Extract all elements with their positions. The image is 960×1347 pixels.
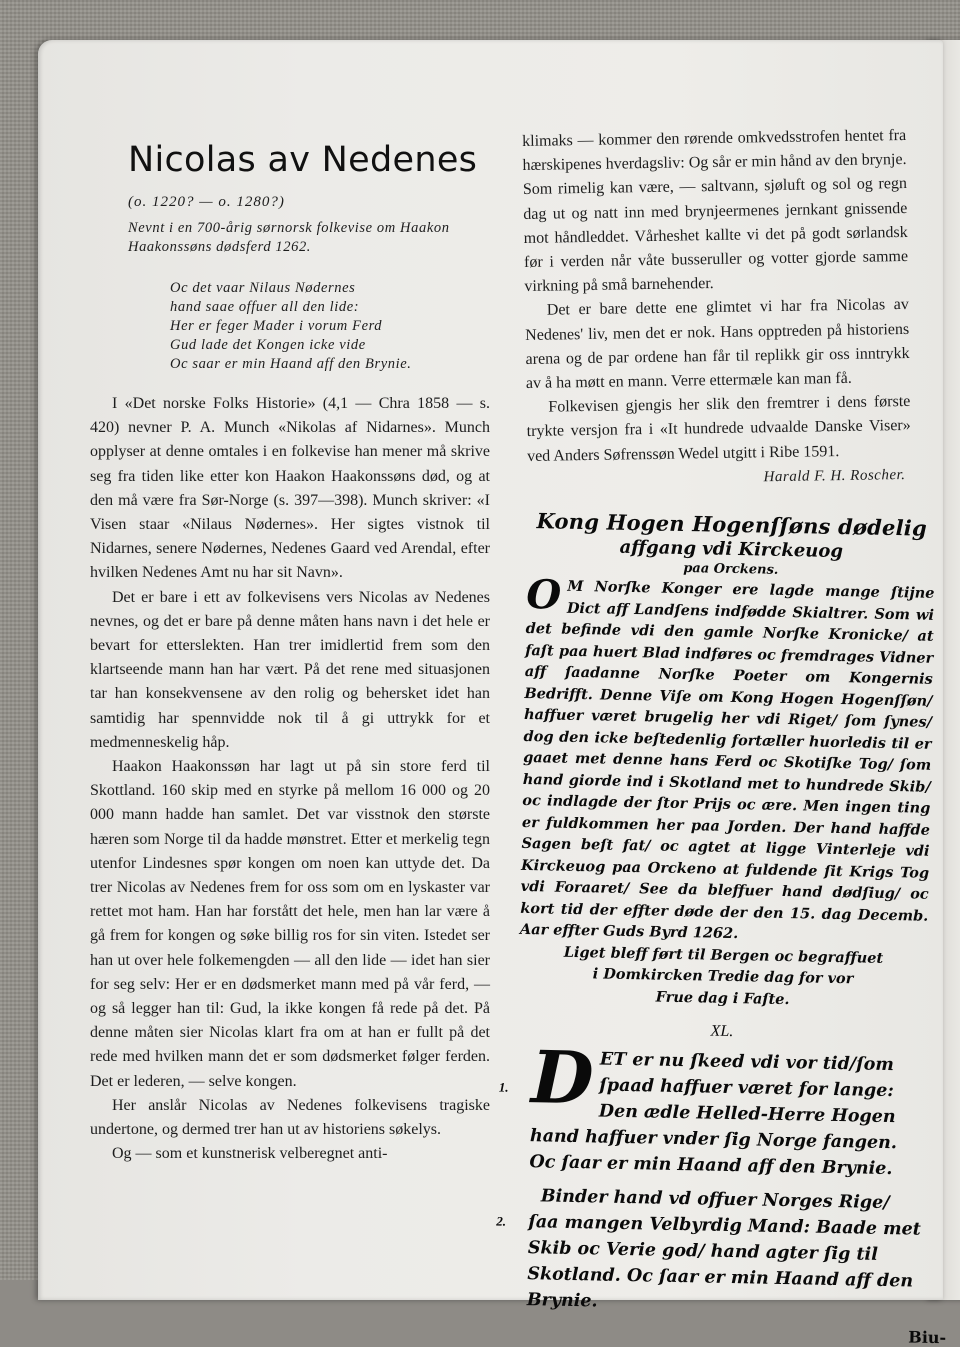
drop-cap: D xyxy=(530,1034,595,1121)
paragraph: Her anslår Nicolas av Nedenes folkevisens tragiske undertone, og dermed trer han ut av historiens søkelys. xyxy=(90,1096,490,1139)
fraktur-intro-line: Frue dag i Faſte. xyxy=(655,988,790,1008)
paragraph: Og — som et kunstnerisk velberegnet anti- xyxy=(112,1145,388,1163)
fraktur-place: paa Orckens. xyxy=(683,560,779,578)
section-number: XL. xyxy=(710,1022,734,1041)
fraktur-intro-line: i Domkircken Tredie dag for vor xyxy=(592,965,854,988)
paragraph: Det er bare i ett av folkevisens vers Nicolas av Nedenes nevnes, og det er bare på denne måten hans navn i det hele er bevart for etterslekten. Han trer imidlertid frem som den klartseende mann han har vært. På det rene med situasjonen tar han konsekvensene av den rolig og behersket idet han samtidig har spennvidde nok til å gi uttrykk for et medmenneskelig håp. xyxy=(90,588,490,751)
fraktur-facsimile xyxy=(496,508,947,1347)
verse-line: Oc det vaar Nilaus Nødernes xyxy=(170,280,356,296)
drop-cap: O xyxy=(525,570,562,619)
verse-line: Gud lade det Kongen icke vide xyxy=(170,337,366,353)
article-dates: (o. 1220? — o. 1280?) xyxy=(128,194,285,210)
fraktur-heading: Kong Hogen Hogenſſøns dødelig xyxy=(536,508,928,541)
paragraph: klimaks — kommer den rørende omkvedsstrofen hentet fra hærskipenes hverdagsliv: Og sår er min hånd av den brynje. Som rimelig kan være, — saltvann, sjøluft og sol og regn dag ut og natt inn med brynjeermenes jernkant gnissende mot håndleddet. Vårheshet kallte vi det på godt sørlandsk før i verden når våte busseruller og votter gjorde samme virkning på små barnehender. xyxy=(522,126,909,296)
fraktur-intro xyxy=(518,570,935,1013)
fraktur-intro-line: Liget bleff ført til Bergen oc begraffuet xyxy=(563,943,884,967)
verse-line: Oc saar er min Haand aff den Brynie. xyxy=(170,356,412,372)
verse-quote xyxy=(170,279,490,374)
verse-line: hand saae offuer all den lide: xyxy=(170,299,360,315)
article-body-left xyxy=(90,392,490,1167)
paragraph: Folkevisen gjengis her slik den fremtrer i dens første trykte versjon fra i «It hundrede udvaalde Danske Viser» ved Anders Søfrenssøn Wedel utgitt i Ribe 1591. xyxy=(526,393,911,465)
stanza-1 xyxy=(498,1034,925,1183)
paragraph: Haakon Haakonssøn har lagt ut på sin store ferd til Skottland. 160 skip med en styrke på mellom 16 000 og 20 000 mann hadde han samlet. Det var visstnok den største hæren som Norge til da hadde mønstret. Etter et merkelig tegn utenfor Lindesnes spør kongen om noen kan uttyde det. Da trer Nicolas av Nedenes frem for oss som om en lyskaster var rettet mot ham. Han har forstått det hele, men han lar være å gå frem for kongen og søke billig ros for sin viten. Istedet ser han ut over hele folkemengden — all den lide — idet han sier for seg selv: Her er en dødsmerket mann med på vår ferd, — og så legger han til: Gud, la ikke kongen få rede på det. På denne måten sier Nicolas klart fra om at han er fullt på det rede med hvilken mann det er som dødsmerket følger ferden. Det er lederen, — selve kongen. xyxy=(90,758,490,1090)
right-column xyxy=(522,124,912,490)
stanza-2 xyxy=(496,1183,923,1321)
article-subtitle: Nevnt i en 700-årig sørnorsk folkevise om Haakon Haakonssøns dødsferd 1262. xyxy=(128,220,450,255)
fraktur-intro-text: M Norſke Konger ere lagde mange ſtijne Dict aff Landſens indfødde Skialtrer. Som wi det befinde vdi den gamle Norſke Kronicke/ at faſt paa huert Blad indføres oc fremdrages Vidner aff ſaadanne Norſke Poeter om Kongernis Bedrifft. Denne Viſe om Kong Hogen Hogenſſøn/ haffuer været brugelig her vdi Riget/ ſom ſynes/ dog den icke beſtedenlig fortæller huorledis til er gaaet met denne hans Ferd oc Skotiſke Tog/ ſom hand giorde ind i Skotland met to hundrede Skib/ oc indlagde der ſtor Prijs oc ære. Men ingen ting er fuldkommen her paa Jorden. Der hand haffde Sagen beſt fat/ oc agtet at ligge Vinterleje vdi Kirckeuog paa Orckeno at fuldende ſit Krigs Tog vdi Foraaret/ See da bleffuer hand dødſiug/ oc kort tid der effter døde der den 15. dag Decemb. Aar effter Guds Byrd 1262. xyxy=(519,577,935,943)
stanza-text: ET er nu ſkeed vdi vor tid/ſom ſpaad haffuer været for lange: Den ædle Helled-Herre Hogen hand haffuer vnder ſig Norge fangen. Oc ſaar er min Haand aff den Brynie. xyxy=(529,1049,898,1180)
catchword: Biu- xyxy=(908,1327,947,1347)
stanza-number: 2. xyxy=(496,1213,507,1229)
article-body-right xyxy=(522,124,911,469)
paragraph: I «Det norske Folks Historie» (4,1 — Chra 1858 — s. 420) nevner P. A. Munch «Nikolas af Nidarnes». Munch opplyser at denne omtales i en folkevise han mener må skrive seg fra tiden like etter kon Haakon Haakonssøns død, og at den må være fra Sør-Norge (s. 397—398). Munch skriver: «I Visen staar «Nilaus Nødernes». Her sigtes vistnok til Nidarnes, senere Nødernes, Nedenes Gaard ved Arendal, efter hvilken Nedenes Amt nu har sit Navn». xyxy=(90,395,490,582)
verse-line: Her er feger Mader i vorum Ferd xyxy=(170,318,383,334)
paragraph: Det er bare dette ene glimtet vi har fra Nicolas av Nedenes' liv, men det er nok. Hans opptreden på historiens arena og de par ordene han får til replikk gir oss inntrykk av å ha møtt en mann. Verre ettermæle kan man få. xyxy=(525,296,910,392)
author-signature: Harald F. H. Roscher. xyxy=(763,466,906,486)
article-title: Nicolas av Nedenes xyxy=(128,140,478,180)
stanza-text: Binder hand vd offuer Norges Rige/ ſaa mangen Velbyrdig Mand: Baade met Skib oc Verie god/ hand agter ſig til Skotland. Oc ſaar er min Haand aff den Brynie. xyxy=(526,1186,921,1312)
stanza-number: 1. xyxy=(498,1079,509,1095)
left-column xyxy=(90,140,490,1167)
fraktur-subheading: affgang vdi Kirckeuog xyxy=(619,536,844,563)
